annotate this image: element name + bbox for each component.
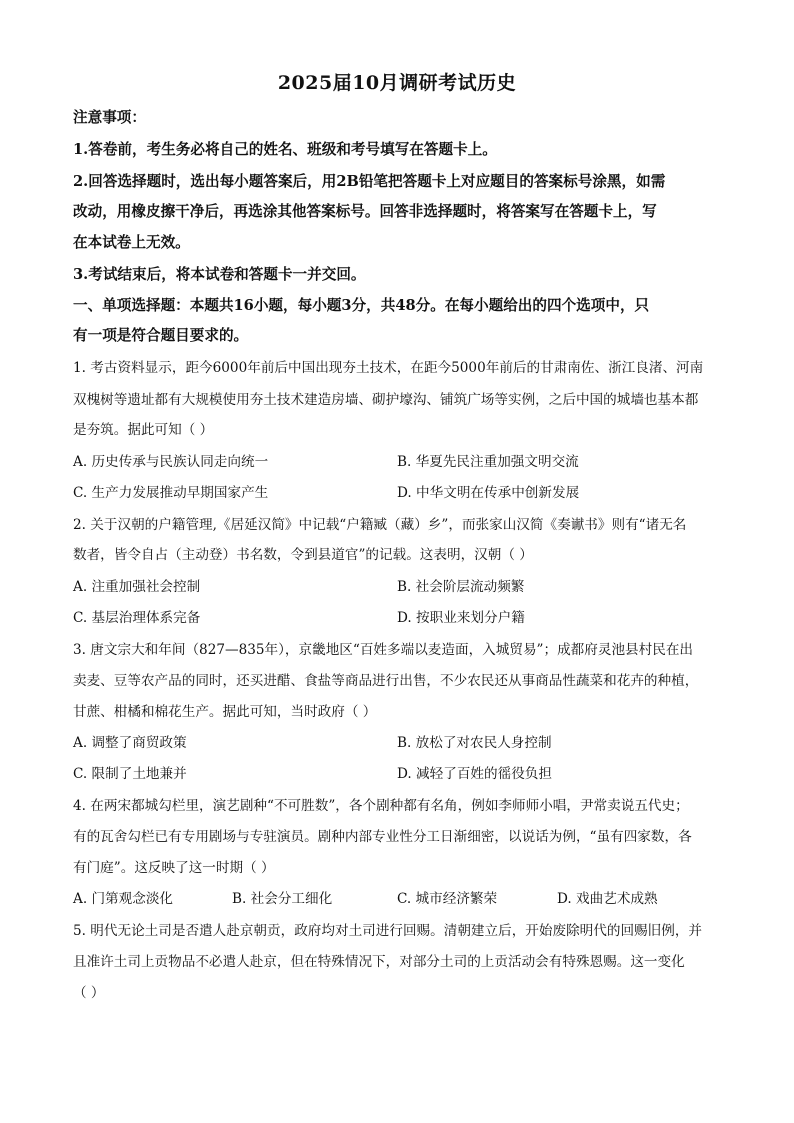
question-4-stem: 有的瓦舍勾栏已有专用剧场与专驻演员。剧种内部专业性分工日渐细密，以说话为例，“虽有四家数，各 xyxy=(73,829,692,845)
notes-item: 3.考试结束后，将本试卷和答题卡一并交回。 xyxy=(73,266,366,283)
question-1-option-d[interactable]: D. 中华文明在传承中创新发展 xyxy=(397,485,580,501)
question-1-option-c[interactable]: C. 生产力发展推动早期国家产生 xyxy=(73,485,269,501)
question-3-stem: 3. 唐文宗大和年间（827—835年），京畿地区“百姓多端以麦造面，入城贸易”；成都府灵池县村民在出 xyxy=(73,642,694,658)
question-2-option-a[interactable]: A. 注重加强社会控制 xyxy=(73,579,201,595)
question-5-stem: 5. 明代无论土司是否遣人赴京朝贡，政府均对土司进行回赐。清朝建立后，开始废除明代的回赐旧例，并 xyxy=(73,923,703,939)
question-4-stem: 有门庭”。这反映了这一时期（ ） xyxy=(73,860,275,876)
question-4-stem: 4. 在两宋都城勾栏里，演艺剧种“不可胜数”，各个剧种都有名角，例如李师师小唱，尹常卖说五代史； xyxy=(73,798,689,814)
section-heading: 有一项是符合题目要求的。 xyxy=(73,327,249,344)
question-1-stem: 1. 考古资料显示，距今6000年前后中国出现夯土技术，在距今5000年前后的甘肃南佐、浙江良渚、河南 xyxy=(73,360,704,376)
question-5-stem: 且准许土司上贡物品不必遣人赴京，但在特殊情况下，对部分土司的上贡活动会有特殊恩赐。这一变化 xyxy=(73,954,685,970)
question-1-stem: 是夯筑。据此可知（ ） xyxy=(73,422,214,438)
notes-heading: 注意事项： xyxy=(73,109,146,126)
section-heading: 一、单项选择题：本题共16小题，每小题3分，共48分。在每小题给出的四个选项中，只 xyxy=(73,297,650,314)
question-1-option-b[interactable]: B. 华夏先民注重加强文明交流 xyxy=(397,454,579,470)
question-4-option-c[interactable]: C. 城市经济繁荣 xyxy=(397,891,498,907)
notes-item: 1.答卷前，考生务必将自己的姓名、班级和考号填写在答题卡上。 xyxy=(73,141,497,158)
question-2-option-b[interactable]: B. 社会阶层流动频繁 xyxy=(397,579,525,595)
question-4-option-d[interactable]: D. 戏曲艺术成熟 xyxy=(557,891,658,907)
notes-item: 改动，用橡皮擦干净后，再选涂其他答案标号。回答非选择题时，将答案写在答题卡上，写 xyxy=(73,203,657,220)
question-1-option-a[interactable]: A. 历史传承与民族认同走向统一 xyxy=(73,454,269,470)
question-4-option-b[interactable]: B. 社会分工细化 xyxy=(232,891,333,907)
question-4-option-a[interactable]: A. 门第观念淡化 xyxy=(73,891,174,907)
question-2-option-c[interactable]: C. 基层治理体系完备 xyxy=(73,610,201,626)
question-3-option-a[interactable]: A. 调整了商贸政策 xyxy=(73,735,187,751)
notes-item: 在本试卷上无效。 xyxy=(73,234,190,251)
question-1-stem: 双槐树等遗址都有大规模使用夯土技术建造房墙、砌护壕沟、铺筑广场等实例，之后中国的城墙也基本都 xyxy=(73,392,699,408)
question-3-stem: 卖麦、豆等农产品的同时，还买进醋、食盐等商品进行出售，不少农民还从事商品性蔬菜和花卉的种植， xyxy=(73,673,699,689)
question-3-option-d[interactable]: D. 减轻了百姓的徭役负担 xyxy=(397,766,552,782)
question-2-stem: 数者，皆令自占（主动登）书名数，令到县道官”的记载。这表明，汉朝（ ） xyxy=(73,547,533,563)
question-3-stem: 甘蔗、柑橘和棉花生产。据此可知，当时政府（ ） xyxy=(73,704,377,720)
question-5-stem: （ ） xyxy=(73,985,105,1001)
question-2-stem: 2. 关于汉朝的户籍管理,《居延汉简》中记载“户籍臧（藏）乡”，而张家山汉简《奏谳书》则有“诸无名 xyxy=(73,517,687,533)
question-2-option-d[interactable]: D. 按职业来划分户籍 xyxy=(397,610,525,626)
question-3-option-b[interactable]: B. 放松了对农民人身控制 xyxy=(397,735,552,751)
notes-item: 2.回答选择题时，选出每小题答案后，用2B铅笔把答题卡上对应题目的答案标号涂黑，如需 xyxy=(73,173,666,190)
page-title: 2025届10月调研考试历史 xyxy=(277,72,517,94)
question-3-option-c[interactable]: C. 限制了土地兼并 xyxy=(73,766,187,782)
